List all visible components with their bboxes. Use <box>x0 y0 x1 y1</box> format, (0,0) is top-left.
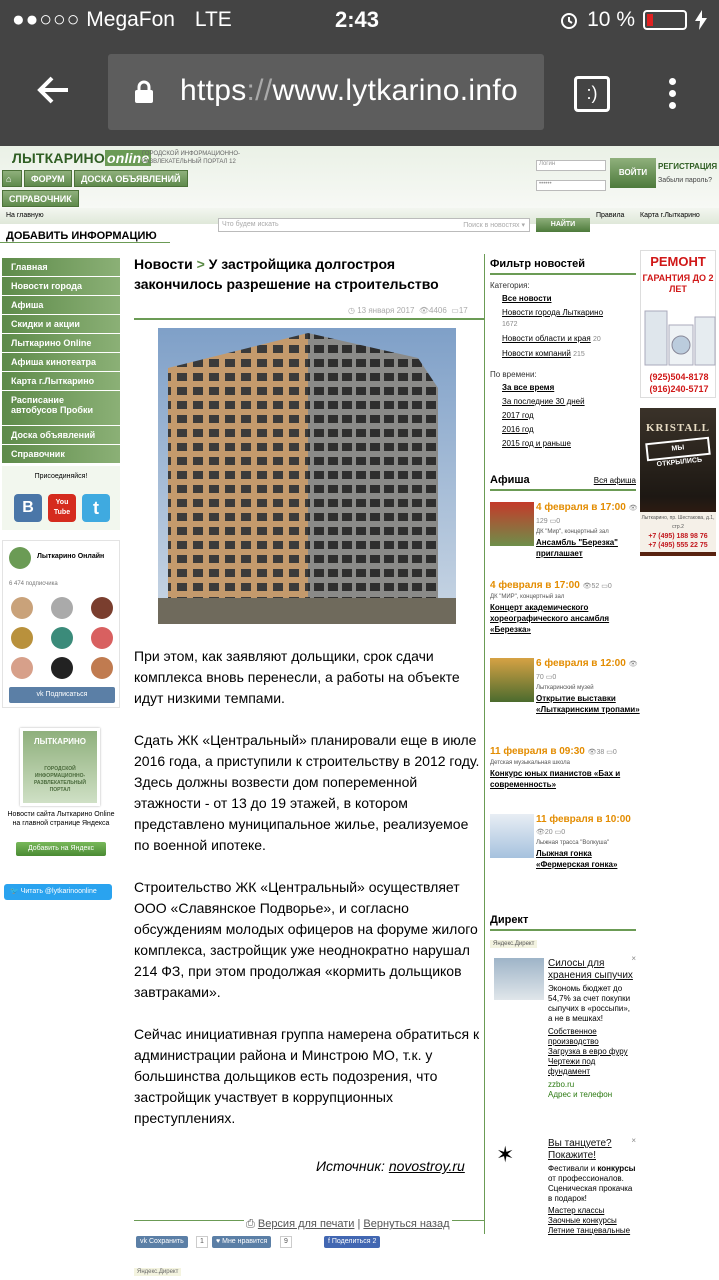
nav-item-board[interactable]: Доска объявлений <box>2 426 120 444</box>
social-block <box>2 466 120 530</box>
ad-dance[interactable]: × ✶ Вы танцуете? Покажите! Фестивали и конкурсы от профессионалов. Сценическая прокачка в подарок! Мастер классы Заочные конкурсы Летние танцевальные <box>496 1136 636 1235</box>
avatar[interactable] <box>11 597 33 619</box>
filter-2015[interactable]: 2015 год и раньше <box>502 439 571 448</box>
divider <box>0 242 170 243</box>
vk-share-button[interactable]: vk Сохранить <box>136 1236 188 1248</box>
signal-icon: ●●○○○ <box>12 8 81 31</box>
alarm-icon <box>559 10 579 30</box>
direct-title: Директ <box>490 914 636 931</box>
clock: 2:43 <box>335 7 380 32</box>
filter-30-days[interactable]: За последние 30 дней <box>502 397 585 406</box>
search-input[interactable]: Что будем искать Поиск в новостях ▾ <box>218 218 530 232</box>
back-link[interactable]: Вернуться назад <box>363 1218 450 1230</box>
status-bar <box>0 0 719 40</box>
avatar[interactable] <box>11 627 33 649</box>
filter-region[interactable]: Новости области и края 20 <box>502 334 601 343</box>
article-body <box>134 646 482 1150</box>
event-image <box>490 502 534 546</box>
vk-icon: vk <box>36 691 46 698</box>
article-photo <box>158 328 456 624</box>
network: LTE <box>194 8 232 31</box>
nav-item-news[interactable]: Новости города <box>2 277 120 295</box>
nav-item-cinema[interactable]: Афиша кинотеатра <box>2 353 120 371</box>
login-input[interactable]: Логин <box>536 160 606 171</box>
reader-mode-icon[interactable]: :) <box>574 76 610 112</box>
close-icon[interactable]: × <box>631 1136 636 1145</box>
article-title: Новости > У застройщика долгостроя закончилось разрешение на строительство <box>134 256 439 292</box>
print-link[interactable]: Версия для печати <box>257 1218 355 1230</box>
nav-item-guide[interactable]: Справочник <box>2 445 120 463</box>
back-arrow-icon[interactable] <box>34 70 78 114</box>
youtube-icon[interactable]: You Tube <box>48 494 76 522</box>
nav-item-buses[interactable]: Расписание автобусов Пробки <box>2 391 120 425</box>
like-button[interactable]: ♥ Мне нравится <box>212 1236 271 1248</box>
battery-percent: 10 % <box>587 8 635 31</box>
all-afisha-link[interactable]: Вся афиша <box>593 476 636 485</box>
home-link[interactable]: На главную <box>6 212 44 219</box>
appliances-image <box>641 307 717 367</box>
tab-guide[interactable]: СПРАВОЧНИК <box>2 190 79 207</box>
group-avatar <box>9 547 31 569</box>
url-text: https://www.lytkarino.info <box>180 74 518 107</box>
direct-block <box>490 914 636 931</box>
article-header <box>134 254 484 315</box>
add-info-link[interactable]: ДОБАВИТЬ ИНФОРМАЦИЮ <box>6 230 157 242</box>
source-line: Источник: novostroy.ru <box>316 1158 465 1174</box>
ad-image <box>494 958 544 1000</box>
divider <box>484 254 485 1234</box>
promo-logo[interactable]: ЛЫТКАРИНО ГОРОДСКОЙ ИНФОРМАЦИОННО-РАЗВЛЕКАТЕЛЬНЫЙ ПОРТАЛ <box>20 728 100 806</box>
event-image <box>490 658 534 702</box>
left-navigation <box>2 258 120 464</box>
repair-banner[interactable]: РЕМОНТ ГАРАНТИЯ ДО 2 ЛЕТ (925)504-8178 (916)240-5717 <box>640 250 716 398</box>
yandex-direct-label: Яндекс.Директ <box>490 940 537 948</box>
afisha-title: Афиша <box>490 474 636 491</box>
rules-link[interactable]: Правила <box>596 212 625 219</box>
home-icon[interactable]: ⌂ <box>2 170 22 187</box>
avatar[interactable] <box>51 657 73 679</box>
filter-2016[interactable]: 2016 год <box>502 425 534 434</box>
article-meta: ◷ 13 января 2017 👁4406 ▭17 <box>348 306 468 315</box>
close-icon[interactable]: × <box>631 954 636 963</box>
news-filter: Фильтр новостей Категория: Все новости Новости города Лыткарино 1672 Новости области и края 20 Новости компаний 215 По времени: За все время За последние 30 дней 2017 год 2016 год 2015 год и раньше <box>490 258 636 449</box>
paragraph: Строительство ЖК «Центральный» осуществляет ООО «Славянское Подворье», и согласно обсуждениям молодых офицеров на форуме жилого комплекса, застройщик уже неоднократно нарушал 214 ФЗ, при этом продолжая «кормить дольщиков завтраками». <box>134 879 478 1000</box>
tab-forum[interactable]: ФОРУМ <box>24 170 72 187</box>
add-to-yandex-button[interactable]: Добавить на Яндекс <box>16 842 106 856</box>
paragraph: Сейчас инициативная группа намерена обратиться к администрации района и Минстрою МО, т.к. у большинства дольщиков есть подозрения, что застройщик участвует в коррупционных преступлениях. <box>134 1026 480 1126</box>
filter-all-time[interactable]: За все время <box>502 383 555 392</box>
nav-item-discounts[interactable]: Скидки и акции <box>2 315 120 333</box>
nav-item-online[interactable]: Лыткарино Online <box>2 334 120 352</box>
carrier: MegaFon <box>86 8 175 31</box>
event-item[interactable]: 4 февраля в 17:00 👁129 ▭0 ДК "Мир", концертный зал Ансамбль "Березка" приглашает <box>490 502 640 558</box>
filter-2017[interactable]: 2017 год <box>502 411 534 420</box>
breadcrumb-news[interactable]: Новости <box>134 256 193 272</box>
twitter-follow-button[interactable]: 🐦 Читать @lytkarinoonline <box>4 884 112 900</box>
avatar[interactable] <box>91 627 113 649</box>
nav-item-map[interactable]: Карта г.Лыткарино <box>2 372 120 390</box>
event-item[interactable]: 11 февраля в 09:30 👁38 ▭0 Детская музыкальная школа Конкурс юных пианистов «Бах и современность» <box>490 746 621 789</box>
filter-title: Фильтр новостей <box>490 258 636 275</box>
lock-icon <box>134 80 154 104</box>
nav-item-afisha[interactable]: Афиша <box>2 296 120 314</box>
dancer-icon: ✶ <box>496 1142 515 1167</box>
overflow-menu-icon[interactable] <box>662 74 682 114</box>
avatar[interactable] <box>91 597 113 619</box>
print-back-line: ⎙ Версия для печати | Вернуться назад <box>246 1218 450 1230</box>
source-link[interactable]: novostroy.ru <box>388 1158 465 1174</box>
filter-city[interactable]: Новости города Лыткарино 1672 <box>502 308 604 328</box>
avatar[interactable] <box>11 657 33 679</box>
paragraph: Сдать ЖК «Центральный» планировали еще в июле 2016 года, а приступили к строительству в 2012 году. Здесь должны возвести дом попеременной этажности - от 13 до 19 этажей, в котором представлено муниципальное жилье, реализуемое по военной ипотеке. <box>134 732 480 853</box>
address-bar[interactable] <box>108 54 544 130</box>
eye-icon: 👁 <box>418 306 430 315</box>
vk-share-count: 1 <box>196 1236 208 1248</box>
event-item[interactable]: 11 февраля в 10:00 👁20 ▭0 Лыжная трасса "Волкуша" Лыжная гонка «Фермерская гонка» <box>490 814 640 884</box>
slogan: ГОРОДСКОЙ ИНФОРМАЦИОННО-РАЗВЛЕКАТЕЛЬНЫЙ ПОРТАЛ 12 <box>142 151 241 165</box>
avatar[interactable] <box>91 657 113 679</box>
subscribe-button[interactable]: vk Подписаться <box>9 687 115 703</box>
fb-share-button[interactable]: f Поделиться 2 <box>324 1236 380 1248</box>
yandex-direct-label: Яндекс.Директ <box>134 1268 181 1276</box>
vk-widget <box>2 540 120 708</box>
comment-icon: ▭ <box>451 306 459 315</box>
afisha-block <box>490 474 636 491</box>
paragraph: При этом, как заявляют дольщики, срок сдачи комплекса вновь перенесли, а работы на объекте идут низкими темпами. <box>134 648 460 706</box>
search-scope-select[interactable]: Поиск в новостях ▾ <box>463 222 525 229</box>
group-name[interactable]: Лыткарино Онлайн <box>37 553 105 560</box>
nav-item-main[interactable]: Главная <box>2 258 120 276</box>
browser-toolbar <box>0 40 719 146</box>
status-right <box>559 8 707 32</box>
like-count: 9 <box>280 1236 292 1248</box>
kristall-banner[interactable]: KRISTALL МЫ ОТКРЫЛИСЬ Лыткарино, пр. Шестакова, д.1, стр.2 +7 (495) 188 98 76 +7 (495) 555 22 75 <box>640 408 716 556</box>
twitter-icon[interactable]: t <box>82 494 110 522</box>
forgot-password-link[interactable]: Забыли пароль? <box>658 177 713 184</box>
promo-text: Новости сайта Лыткарино Online на главной странице Яндекса <box>7 811 115 827</box>
charging-icon <box>695 10 707 30</box>
avatar[interactable] <box>51 627 73 649</box>
ad-silos[interactable]: × Силосы для хранения сыпучих Экономь бюджет до 54,7% за счет покупки сыпучих в «россыпи», а не в мешках! Собственное производство Загрузка в евро фуру Чертежи под фундамент zzbo.ru Адрес и телефон <box>490 954 636 1134</box>
printer-icon: ⎙ <box>246 1218 258 1230</box>
site-header <box>0 146 719 208</box>
event-item[interactable]: 6 февраля в 12:00 👁70 ▭0 Лыткаринский музей Открытие выставки «Лыткаринским тропами» <box>490 658 640 718</box>
filter-all[interactable]: Все новости <box>502 294 552 303</box>
tab-board[interactable]: ДОСКА ОБЪЯВЛЕНИЙ <box>74 170 188 187</box>
join-label: Присоединяйся! <box>34 473 88 480</box>
site-logo[interactable]: ЛЫТКАРИНО online <box>12 150 150 166</box>
login-button[interactable]: ВОЙТИ <box>610 158 656 188</box>
carrier-group <box>12 8 232 32</box>
twitter-bird-icon: 🐦 <box>10 888 21 895</box>
subscriber-count: 6 474 подписчика <box>9 581 58 587</box>
web-page <box>0 146 719 1280</box>
filter-companies[interactable]: Новости компаний 215 <box>502 349 585 358</box>
vk-icon[interactable]: B <box>14 494 42 522</box>
map-link[interactable]: Карта г.Лыткарино <box>640 212 700 219</box>
event-image <box>490 814 534 858</box>
register-link[interactable]: РЕГИСТРАЦИЯ <box>658 162 718 171</box>
battery-icon <box>643 10 687 30</box>
divider <box>134 318 484 320</box>
search-button[interactable]: НАЙТИ <box>536 218 590 232</box>
event-item[interactable]: 4 февраля в 17:00 👁52 ▭0 ДК "МИР", концертный зал Концерт академического хореографического ансамбля «Березка» <box>490 580 612 634</box>
avatar[interactable] <box>51 597 73 619</box>
password-input[interactable]: •••••• <box>536 180 606 191</box>
